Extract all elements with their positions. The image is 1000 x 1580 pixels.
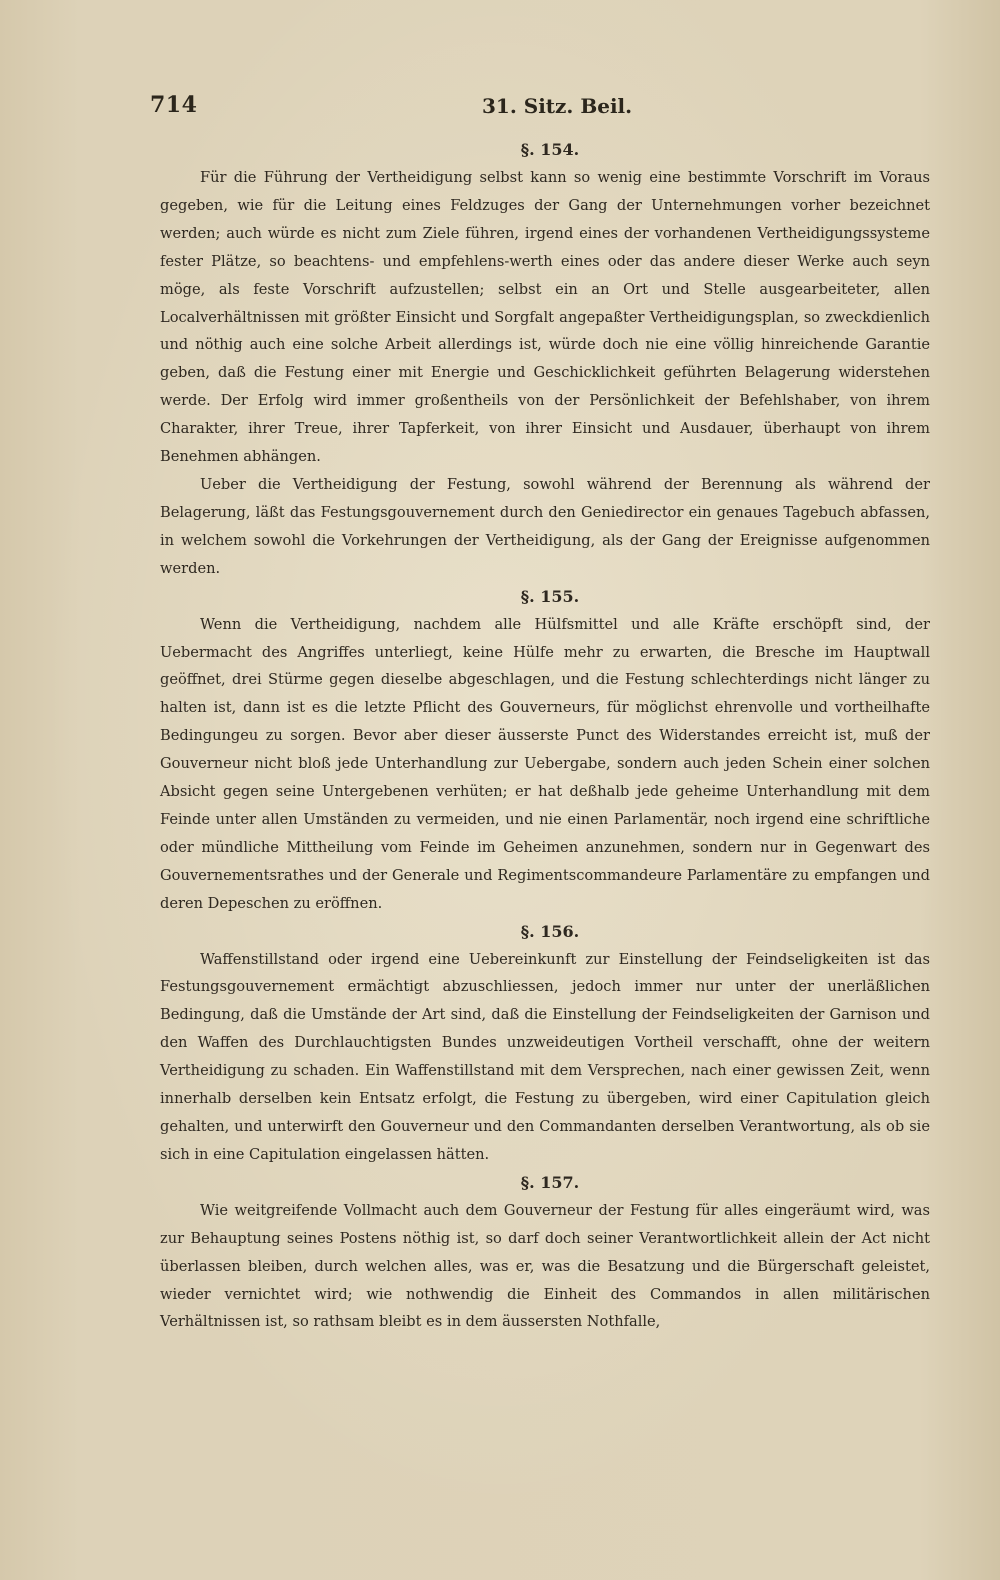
section-155 bbox=[160, 583, 930, 918]
paragraph: Wenn die Vertheidigung, nachdem alle Hülfsmittel und alle Kräfte erschöpft sind, der Uebermacht des Angriffes unterliegt, keine Hülfe mehr zu erwarten, die Bresche im Hauptwall geöffnet, drei Stürme gegen dieselbe abgeschlagen, und die Festung schlechterdings nicht länger zu halten ist, dann ist es die letzte Pflicht des Gouverneurs, für möglichst ehrenvolle und vortheilhafte Bedingungeu zu sorgen. Bevor aber dieser äusserste Punct des Widerstandes erreicht ist, muß der Gouverneur nicht bloß jede Unterhandlung zur Uebergabe, sondern auch jeden Schein einer solchen Absicht gegen seine Untergebenen verhüten; er hat deßhalb jede geheime Unterhandlung mit dem Feinde unter allen Umständen zu vermeiden, und nie einen Parlamentär, noch irgend eine schriftliche oder mündliche Mittheilung vom Feinde im Geheimen anzunehmen, sondern nur in Gegenwart des Gouvernementsrathes und der Generale und Regimentscommandeure Parlamentäre zu empfangen und deren Depeschen zu eröffnen. bbox=[160, 615, 930, 912]
paragraph: Für die Führung der Vertheidigung selbst kann so wenig eine bestimmte Vorschrift im Voraus gegeben, wie für die Leitung eines Feldzuges der Gang der Unternehmungen vorher bezeichnet werden; auch würde es nicht zum Ziele führen, irgend eines der vorhandenen Vertheidigungssysteme fester Plätze, so beachtens- und empfehlens-werth eines oder das andere dieser Werke auch seyn möge, als feste Vorschrift aufzustellen; selbst ein an Ort und Stelle ausgearbeiteter, allen Localverhältnissen mit größter Einsicht und Sorgfalt angepaßter Vertheidigungsplan, so zweckdienlich und nöthig auch eine solche Arbeit allerdings ist, würde doch nie eine völlig hinreichende Garantie geben, daß die Festung einer mit Energie und Geschicklichkeit geführten Belagerung widerstehen werde. Der Erfolg wird immer großentheils von der Persönlichkeit der Befehlshaber, von ihrem Charakter, ihrer Treue, ihrer Tapferkeit, von ihrer Einsicht und Ausdauer, überhaupt von ihrem Benehmen abhängen. bbox=[160, 169, 930, 466]
section-154 bbox=[160, 136, 930, 583]
paragraph: Waffenstillstand oder irgend eine Uebereinkunft zur Einstellung der Feindseligkeiten ist das Festungsgouvernement ermächtigt abzuschliessen, jedoch immer nur unter der unerläßlichen Bedingung, daß die Umstände der Art sind, daß die Einstellung der Feindseligkeiten der Garnison und den Waffen des Durchlauchtigsten Bundes unzweideutigen Vortheil verschafft, ohne der weitern Vertheidigung zu schaden. Ein Waffenstillstand mit dem Versprechen, nach einer gewissen Zeit, wenn innerhalb derselben kein Entsatz erfolgt, die Festung zu übergeben, wird einer Capitulation gleich gehalten, und unterwirft den Gouverneur und den Commandanten derselben Verantwortung, als ob sie sich in eine Capitulation eingelassen hätten. bbox=[160, 950, 930, 1163]
paragraph: Ueber die Vertheidigung der Festung, sowohl während der Berennung als während der Belagerung, läßt das Festungsgouvernement durch den Geniedirector ein genaues Tagebuch abfassen, in welchem sowohl die Vorkehrungen der Vertheidigung, als der Gang der Ereignisse aufgenommen werden. bbox=[160, 475, 930, 577]
section-156 bbox=[160, 918, 930, 1169]
paragraph: Wie weitgreifende Vollmacht auch dem Gouverneur der Festung für alles eingeräumt wird, was zur Behauptung seines Postens nöthig ist, so darf doch seiner Verantwortlichkeit allein der Act nicht überlassen bleiben, durch welchen alles, was er, was die Besatzung und die Bürgerschaft geleistet, wieder vernichtet wird; wie nothwendig die Einheit des Commandos in allen militärischen Verhältnissen ist, so rathsam bleibt es in dem äussersten Nothfalle, bbox=[160, 1201, 930, 1331]
page-header bbox=[150, 92, 940, 128]
section-heading: §. 154. bbox=[520, 140, 580, 159]
running-head: 31. Sitz. Beil. bbox=[482, 94, 633, 118]
page-number: 714 bbox=[150, 92, 198, 118]
section-heading: §. 155. bbox=[520, 586, 580, 606]
section-heading: §. 156. bbox=[520, 921, 580, 941]
page-body bbox=[160, 136, 930, 1336]
section-heading: §. 157. bbox=[520, 1172, 580, 1192]
section-157 bbox=[160, 1169, 930, 1337]
